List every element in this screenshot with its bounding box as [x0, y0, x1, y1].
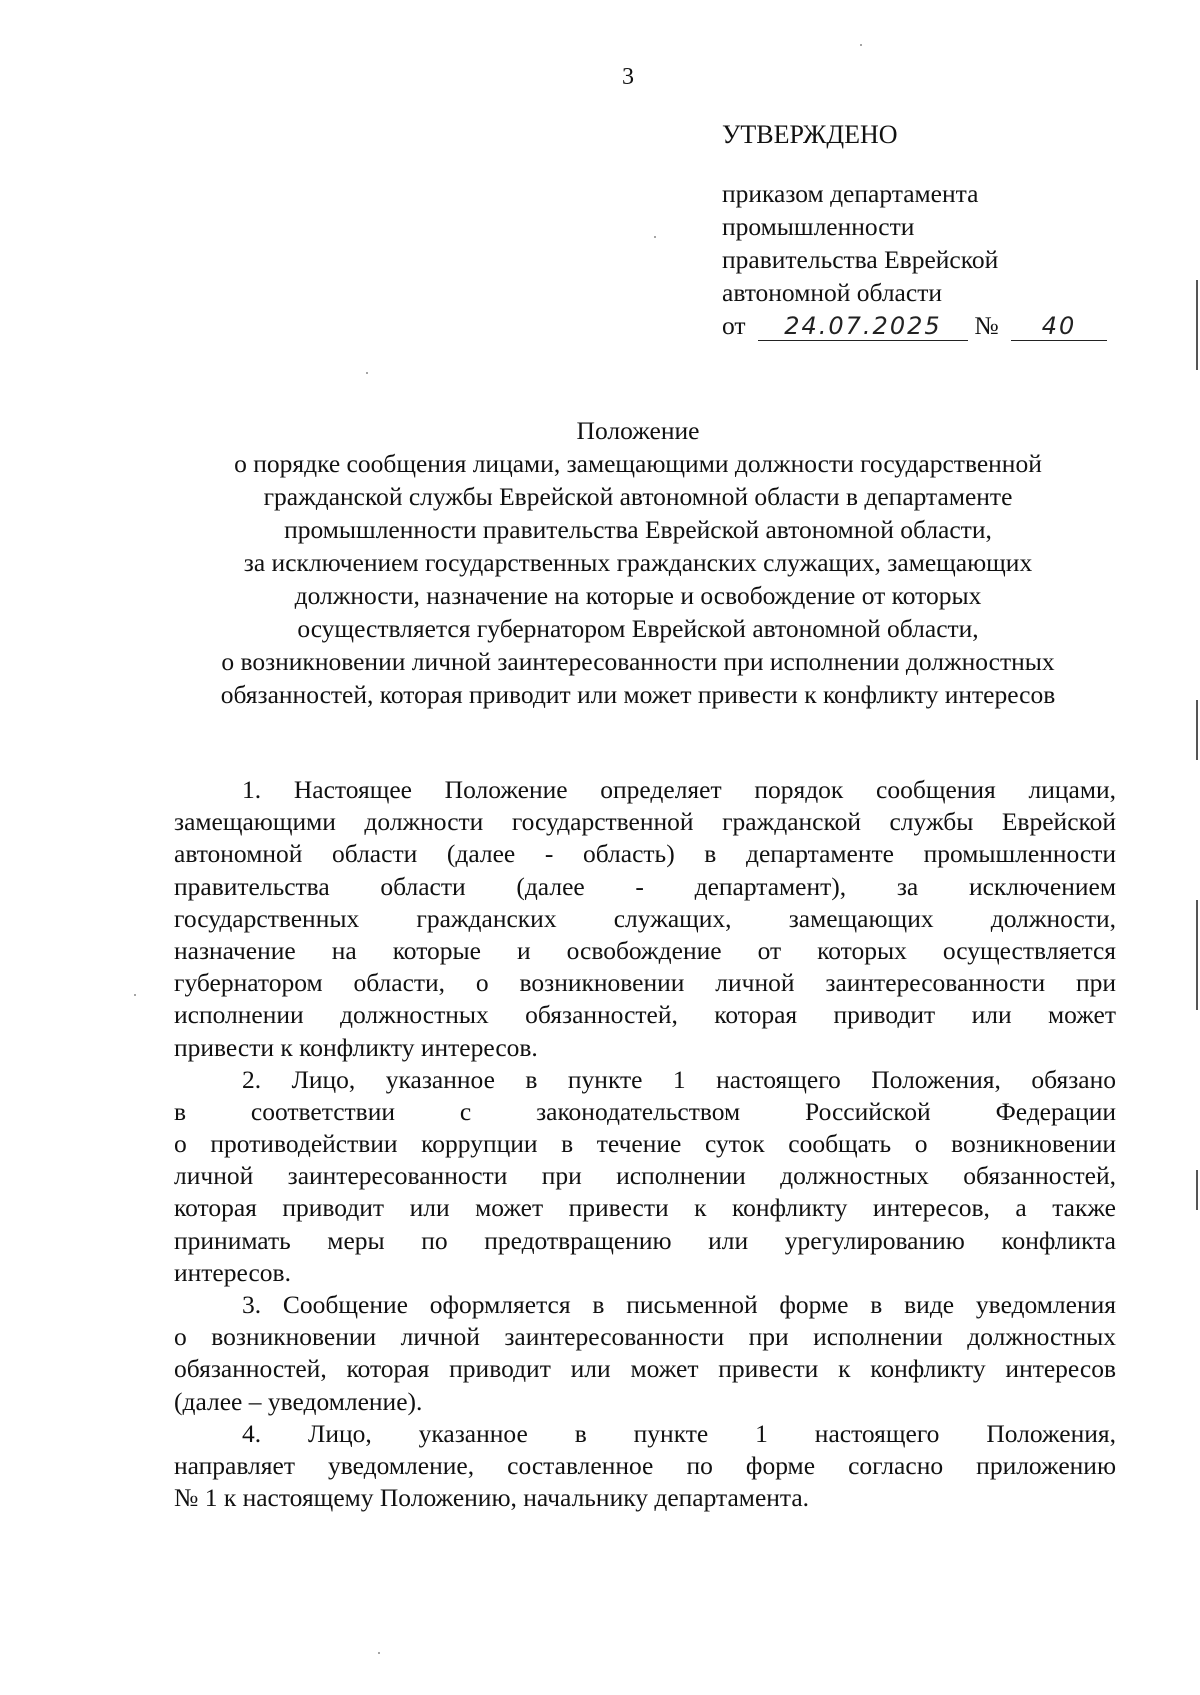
paragraph-line: направляет уведомление, составленное по форме согласно приложению — [174, 1450, 1116, 1480]
title-line: осуществляется губернатором Еврейской автономной области, — [297, 614, 979, 643]
paragraph-2 — [174, 1064, 1116, 1289]
paragraph-line: автономной области (далее - область) в департаменте промышленности — [174, 839, 1116, 869]
paragraph-line: 3. Сообщение оформляется в письменной форме в виде уведомления — [242, 1290, 1116, 1319]
approval-block — [722, 118, 1122, 342]
scan-speck — [378, 1652, 380, 1654]
paragraph-line: обязанностей, которая приводит или может привести к конфликту интересов — [174, 1354, 1116, 1384]
scan-edge-mark — [1196, 900, 1198, 1010]
title-line: должности, назначение на которые и освобождение от которых — [294, 581, 982, 610]
paragraph-line: 1. Настоящее Положение определяет порядок сообщения лицами, — [242, 775, 1116, 804]
handwritten-number: 40 — [1011, 312, 1107, 341]
paragraph-line: государственных гражданских служащих, замещающих должности, — [174, 903, 1116, 933]
title-line: гражданской службы Еврейской автономной области в департаменте — [263, 482, 1013, 511]
approval-line: промышленности — [722, 212, 915, 241]
title-line: о возникновении личной заинтересованности при исполнении должностных — [221, 647, 1055, 676]
paragraph-line: о противодействии коррупции в течение суток сообщать о возникновении — [174, 1129, 1116, 1159]
document-title — [140, 414, 1136, 711]
approval-heading: УТВЕРЖДЕНО — [722, 120, 898, 149]
paragraph-line: назначение на которые и освобождение от которых осуществляется — [174, 935, 1116, 965]
approval-line: приказом департамента — [722, 179, 979, 208]
handwritten-date: 24.07.2025 — [758, 312, 968, 341]
paragraph-line: правительства области (далее - департамент), за исключением — [174, 871, 1116, 901]
number-prefix: № — [974, 311, 999, 340]
date-prefix: от — [722, 311, 746, 340]
paragraph-line: исполнении должностных обязанностей, которая приводит или может — [174, 1000, 1116, 1030]
scan-speck — [654, 236, 656, 238]
scan-edge-mark — [1196, 280, 1198, 370]
approval-date-line — [722, 309, 1122, 342]
paragraph-line: личной заинтересованности при исполнении должностных обязанностей, — [174, 1161, 1116, 1191]
paragraph-line: 2. Лицо, указанное в пункте 1 настоящего Положения, обязано — [242, 1064, 1116, 1094]
approval-line: правительства Еврейской — [722, 245, 999, 274]
title-line: за исключением государственных гражданских служащих, замещающих — [243, 548, 1033, 577]
paragraph-line: губернатором области, о возникновении личной заинтересованности при — [174, 968, 1116, 998]
title-line: о порядке сообщения лицами, замещающими должности государственной — [234, 449, 1042, 478]
paragraph-line: которая приводит или может привести к конфликту интересов, а также — [174, 1193, 1116, 1223]
scan-speck — [134, 994, 136, 996]
paragraph-4 — [174, 1418, 1116, 1515]
paragraph-3 — [174, 1289, 1116, 1418]
approval-line: автономной области — [722, 278, 942, 307]
scan-edge-mark — [1196, 1170, 1198, 1210]
title-line: промышленности правительства Еврейской автономной области, — [284, 515, 992, 544]
scan-speck — [860, 44, 862, 46]
scan-speck — [366, 372, 368, 374]
paragraph-line: о возникновении личной заинтересованности при исполнении должностных — [174, 1322, 1116, 1352]
paragraph-line: привести к конфликту интересов. — [174, 1032, 538, 1062]
scan-edge-mark — [1196, 700, 1198, 760]
paragraph-line: (далее – уведомление). — [174, 1386, 423, 1416]
paragraph-line: 4. Лицо, указанное в пункте 1 настоящего Положения, — [242, 1418, 1116, 1448]
paragraph-line: принимать меры по предотвращению или урегулированию конфликта — [174, 1225, 1116, 1255]
paragraph-line: № 1 к настоящему Положению, начальнику департамента. — [174, 1483, 810, 1513]
paragraph-1 — [174, 774, 1116, 1064]
title-line: обязанностей, которая приводит или может привести к конфликту интересов — [220, 680, 1056, 709]
title-heading: Положение — [576, 416, 700, 445]
paragraph-line: интересов. — [174, 1257, 291, 1287]
paragraph-line: в соответствии с законодательством Российской Федерации — [174, 1096, 1116, 1126]
document-body — [174, 774, 1116, 1514]
paragraph-line: замещающими должности государственной гражданской службы Еврейской — [174, 807, 1116, 837]
page-number: 3 — [622, 64, 634, 90]
